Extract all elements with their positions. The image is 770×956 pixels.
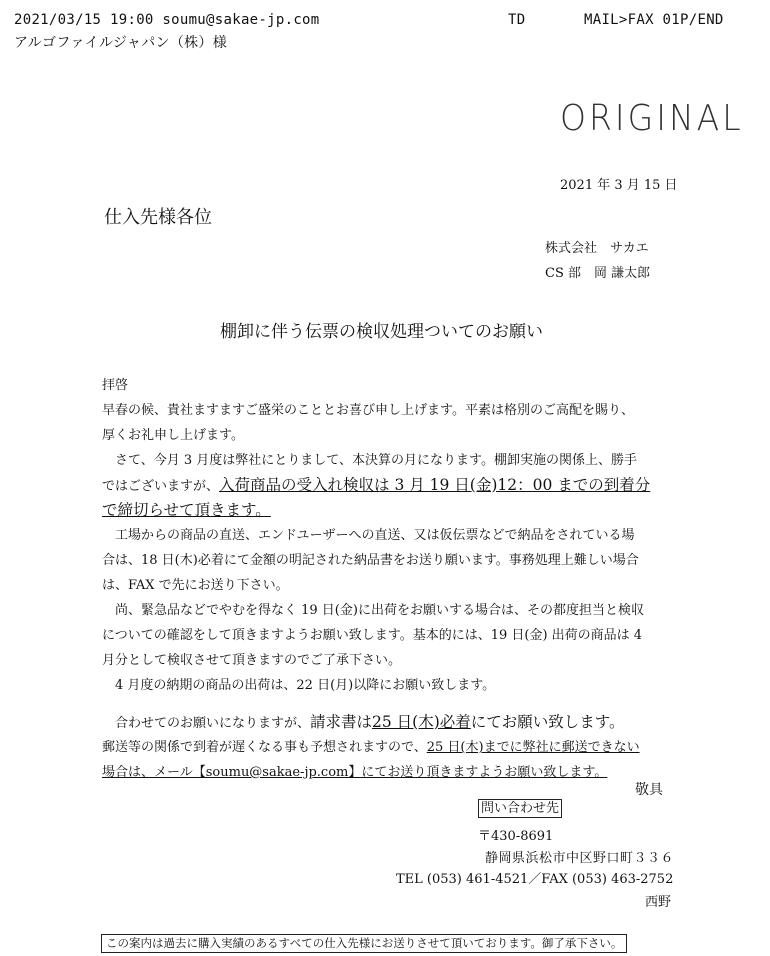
body-line: 月分として検収させて頂きますのでご了承下さい。 [102, 653, 402, 668]
deadline-highlight-cont: で締切らせて頂きます。 [102, 501, 271, 519]
fax-header-recipient: アルゴファイルジャパン（株）様 [14, 35, 228, 51]
body-line [102, 710, 682, 735]
body-line [102, 735, 682, 760]
letter-body [102, 373, 682, 785]
contact-label: 問い合わせ先 [478, 799, 562, 818]
footer-note: この案内は過去に購入実績のあるすべての仕入先様にお送りさせて頂いております。御了承下さい。 [101, 934, 627, 953]
body-text: ではございますが、 [102, 479, 220, 494]
body-line [102, 498, 682, 523]
body-line: さて、今月 3 月度は弊社にとりまして、本決算の月になります。棚卸実施の関係上、勝手 [115, 453, 637, 468]
body-line: は、FAX で先にお送り下さい。 [102, 578, 289, 593]
invoice-emphasis: 請求書は [310, 713, 373, 731]
invoice-deadline: 25 日(木)必着 [372, 713, 471, 731]
original-stamp: ORIGINAL [560, 96, 744, 139]
body-line: 場合は、メール【soumu@sakae-jp.com】にてお送り頂きますようお願い致します。 [102, 765, 608, 780]
contact-address: 静岡県浜松市中区野口町３３６ [485, 851, 675, 866]
body-line [102, 473, 682, 498]
fax-header-td: TD [508, 12, 526, 28]
document-date: 2021 年 3 月 15 日 [560, 178, 678, 193]
body-line: 早春の候、貴社ますますご盛栄のこととお喜び申し上げます。平素は格別のご高配を賜り、 [102, 403, 634, 418]
body-text: 郵送等の関係で到着が遅くなる事も予想されますので、 [102, 740, 427, 755]
sender-company: 株式会社 サカエ [545, 241, 649, 256]
body-line: 合は、18 日(木)必着にて金額の明記された納品書をお送り願います。事務処理上難しい場合 [102, 553, 639, 568]
document-title: 棚卸に伴う伝票の検収処理ついてのお願い [220, 322, 543, 342]
fax-header-page: MAIL>FAX 01P/END [584, 12, 724, 28]
deadline-highlight: 入荷商品の受入れ検収は 3 月 19 日(金)12：00 までの到着分 [219, 476, 651, 494]
fax-header-sender: 2021/03/15 19:00 soumu@sakae-jp.com [14, 12, 320, 28]
mail-condition: 25 日(木)までに弊社に郵送できない [426, 740, 640, 755]
invoice-emphasis-end: にてお願い致します。 [470, 713, 625, 731]
recipient-heading: 仕入先様各位 [104, 207, 212, 228]
body-text: 合わせてのお願いになりますが、 [115, 716, 311, 731]
sender-person: CS 部 岡 謙太郎 [545, 266, 651, 281]
body-line: 厚くお礼申し上げます。 [102, 428, 244, 443]
body-line: 工場からの商品の直送、エンドユーザーへの直送、又は仮伝票などで納品をされている場 [115, 528, 635, 543]
body-line: 4 月度の納期の商品の出荷は、22 日(月)以降にお願い致します。 [115, 678, 496, 693]
contact-staff: 西野 [645, 895, 672, 910]
body-line: 尚、緊急品などでやむを得なく 19 日(金)に出荷をお願いする場合は、その都度担当と検収 [115, 603, 644, 618]
postal-code: 〒430-8691 [478, 829, 554, 844]
closing-word: 敬具 [635, 782, 663, 798]
contact-tel-fax: TEL (053) 461-4521／FAX (053) 463-2752 [396, 872, 674, 887]
salutation: 拝啓 [102, 378, 129, 393]
spacer [102, 698, 682, 710]
body-line: についての確認をして頂きますようお願い致します。基本的には、19 日(金) 出荷の商品は 4 [102, 628, 643, 643]
